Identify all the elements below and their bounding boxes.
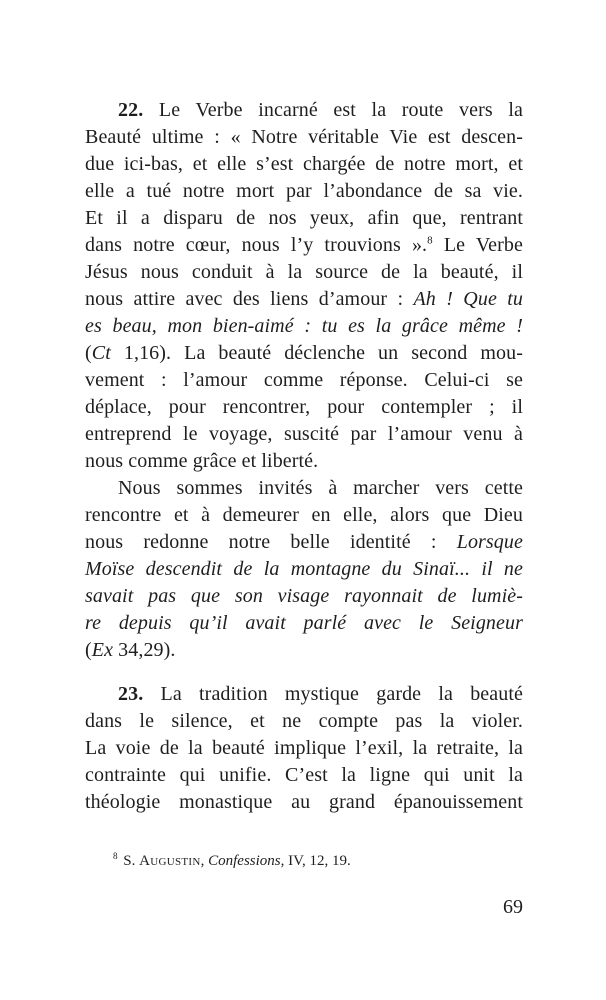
text-segment-bold: 23. [118,683,144,705]
text-segment-sup: 8 [113,851,118,861]
text-segment-normal: entreprend le voyage, suscité par l’amour venu à [85,423,523,445]
text-line [85,610,523,637]
text-segment-normal: elle a tué notre mort par l’abondance de sa vie. [85,180,523,202]
paragraph-22 [85,97,523,475]
text-line [85,448,523,475]
text-segment-normal: due ici-bas, et elle s’est chargée de notre mort, et [85,153,523,175]
text-line [85,502,523,529]
text-segment-normal: La tradition mystique garde la beauté [143,683,523,705]
text-line [85,789,523,816]
text-line [85,762,523,789]
text-segment-normal: théologie monastique au grand épanouissement [85,791,523,813]
text-segment-italic: savait pas que son visage rayonnait de lumiè- [85,585,523,607]
text-segment-italic: Ah ! Que tu [413,288,523,310]
footnote [113,852,523,871]
text-line [85,637,523,664]
text-segment-normal: nous redonne notre belle identité : [85,531,457,553]
text-line [85,340,523,367]
text-segment-normal: 1,16). La beauté déclenche un second mou- [110,342,523,364]
text-segment-italic: Lorsque [456,531,523,553]
text-line [85,394,523,421]
paragraph-23 [85,681,523,816]
text-line [85,556,523,583]
text-segment-italic: Moïse descendit de la montagne du Sinaï... il ne [85,558,523,580]
text-segment-normal: nous attire avec des liens d’amour : [85,288,414,310]
text-segment-normal: vement : l’amour comme réponse. Celui-ci se [85,369,523,391]
text-segment-normal: , [200,853,209,869]
text-segment-normal: contrainte qui unifie. C’est la ligne qui unit la [85,764,523,786]
paragraph-22-second [85,475,523,664]
text-segment-normal: Et il a disparu de nos yeux, afin que, rentrant [85,207,523,229]
text-line [85,151,523,178]
text-segment-normal: Beauté ultime : « Notre véritable Vie est descen- [85,126,523,148]
text-segment-normal: La voie de la beauté implique l’exil, la retraite, la [85,737,523,759]
text-segment-normal: Nous sommes invités à marcher vers cette [118,477,523,499]
text-segment-normal: dans le silence, et ne compte pas la violer. [85,710,523,732]
text-line [85,178,523,205]
text-line [85,529,523,556]
text-line [85,313,523,340]
text-segment-italic: es beau, mon bien-aimé : tu es la grâce même ! [85,315,523,337]
text-segment-italic: Ex [91,639,114,661]
text-segment-bold: 22. [118,99,144,121]
text-segment-italic: Confessions [208,853,281,869]
text-segment-normal: , IV, 12, 19. [280,853,351,869]
text-line [85,421,523,448]
text-line [85,708,523,735]
page-number: 69 [503,896,523,918]
text-segment-normal: 34,29). [113,639,176,661]
text-line [85,735,523,762]
text-line [85,286,523,313]
text-line [85,124,523,151]
text-line [85,583,523,610]
text-segment-sup: 8 [427,234,433,247]
text-line [85,232,523,259]
text-block [85,97,523,816]
text-segment-italic: re depuis qu’il avait parlé avec le Seigneur [85,612,523,634]
text-segment-normal: nous comme grâce et liberté. [85,450,319,472]
text-segment-normal: ( [85,342,92,364]
text-line [85,475,523,502]
text-line [85,259,523,286]
text-segment-normal: déplace, pour rencontrer, pour contempler ; il [85,396,523,418]
text-line [85,681,523,708]
text-segment-normal: S. [119,853,140,869]
text-line [85,97,523,124]
text-line [85,205,523,232]
text-line [85,367,523,394]
text-segment-normal: ( [85,639,92,661]
text-segment-normal: Le Verbe [432,234,523,256]
text-segment-normal: dans notre cœur, nous l’y trouvions ». [85,234,428,256]
text-segment-italic: Ct [91,342,111,364]
text-segment-normal: rencontre et à demeurer en elle, alors que Dieu [85,504,523,526]
text-segment-normal: Jésus nous conduit à la source de la beauté, il [85,261,523,283]
text-segment-smallcaps: Augustin [139,853,201,869]
text-segment-normal: Le Verbe incarné est la route vers la [143,99,523,121]
